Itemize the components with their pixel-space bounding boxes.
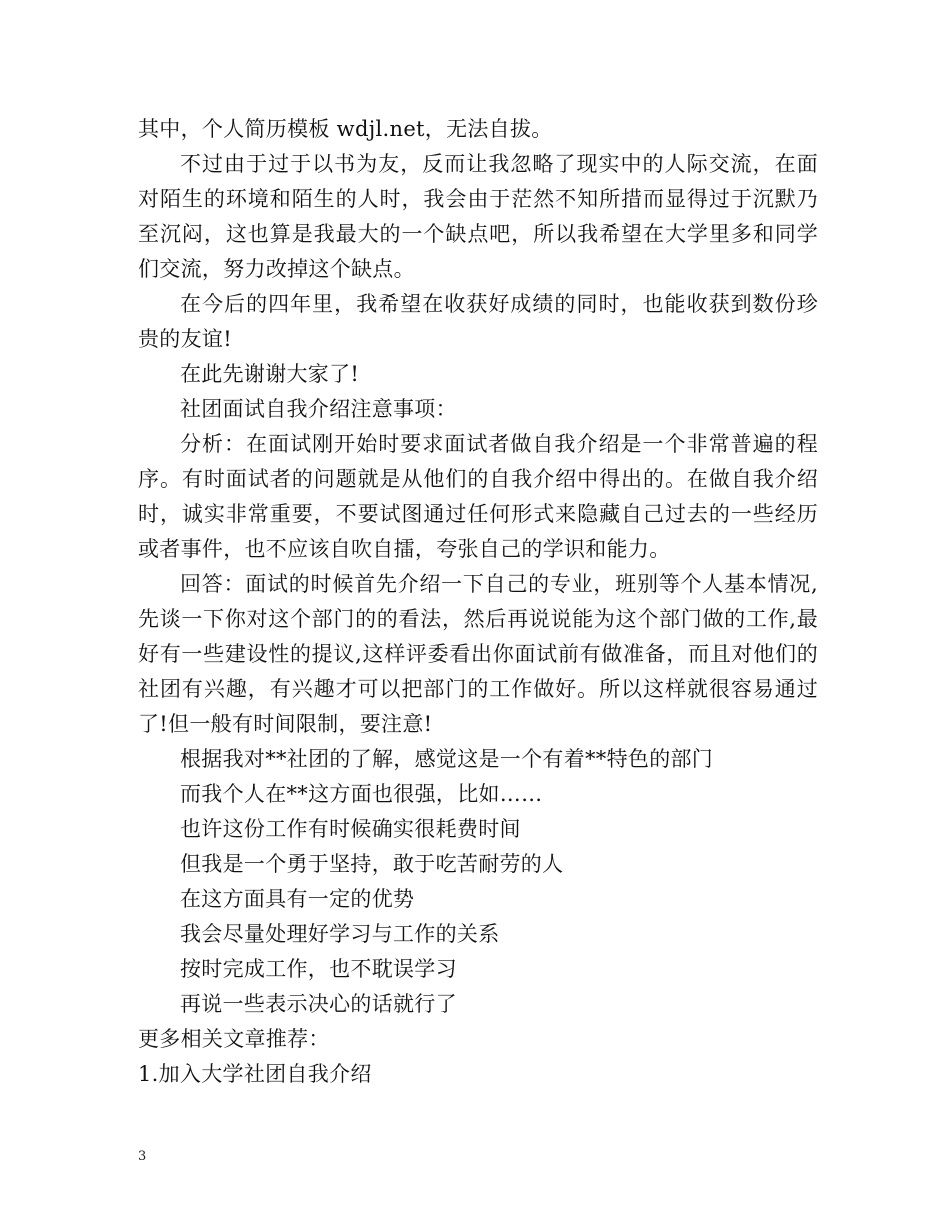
sample-line-1: 根据我对**社团的了解，感觉这是一个有着**特色的部门	[180, 747, 714, 771]
sample-line-2: 而我个人在**这方面也很强，比如……	[180, 782, 543, 806]
paragraph-4: 在此先谢谢大家了!	[180, 362, 360, 386]
sample-line-6: 我会尽量处理好学习与工作的关系	[180, 922, 500, 946]
related-articles-heading: 更多相关文章推荐：	[138, 1027, 330, 1051]
section-heading: 社团面试自我介绍注意事项：	[180, 397, 457, 421]
paragraph-3: 在今后的四年里，我希望在收获好成绩的同时，也能收获到数份珍贵的友谊!	[138, 292, 818, 351]
analysis-paragraph: 分析：在面试刚开始时要求面试者做自我介绍是一个非常普遍的程序。有时面试者的问题就是从他们的自我介绍中得出的。在做自我介绍时，诚实非常重要，不要试图通过任何形式来隐藏自己过去的一些经历或者事件，也不应该自吹自擂，夸张自己的学识和能力。	[138, 432, 818, 561]
paragraph-1: 其中，个人简历模板 wdjl.net，无法自拔。	[138, 117, 553, 141]
document-body	[138, 112, 818, 1092]
answer-paragraph: 回答：面试的时候首先介绍一下自己的专业，班别等个人基本情况,先谈一下你对这个部门的的看法，然后再说说能为这个部门做的工作,最好有一些建设性的提议,这样评委看出你面试前有做准备，而且对他们的社团有兴趣，有兴趣才可以把部门的工作做好。所以这样就很容易通过了!但一般有时间限制，要注意!	[138, 572, 818, 736]
sample-line-5: 在这方面具有一定的优势	[180, 887, 415, 911]
sample-line-4: 但我是一个勇于坚持，敢于吃苦耐劳的人	[180, 852, 564, 876]
page-number: 3	[138, 1149, 147, 1164]
sample-line-3: 也许这份工作有时候确实很耗费时间	[180, 817, 521, 841]
sample-line-7: 按时完成工作，也不耽误学习	[180, 957, 457, 981]
sample-line-8: 再说一些表示决心的话就行了	[180, 992, 457, 1016]
related-article-link-1[interactable]: 1.加入大学社团自我介绍	[138, 1062, 372, 1086]
paragraph-2: 不过由于过于以书为友，反而让我忽略了现实中的人际交流，在面对陌生的环境和陌生的人时，我会由于茫然不知所措而显得过于沉默乃至沉闷，这也算是我最大的一个缺点吧，所以我希望在大学里多和同学们交流，努力改掉这个缺点。	[138, 152, 818, 281]
